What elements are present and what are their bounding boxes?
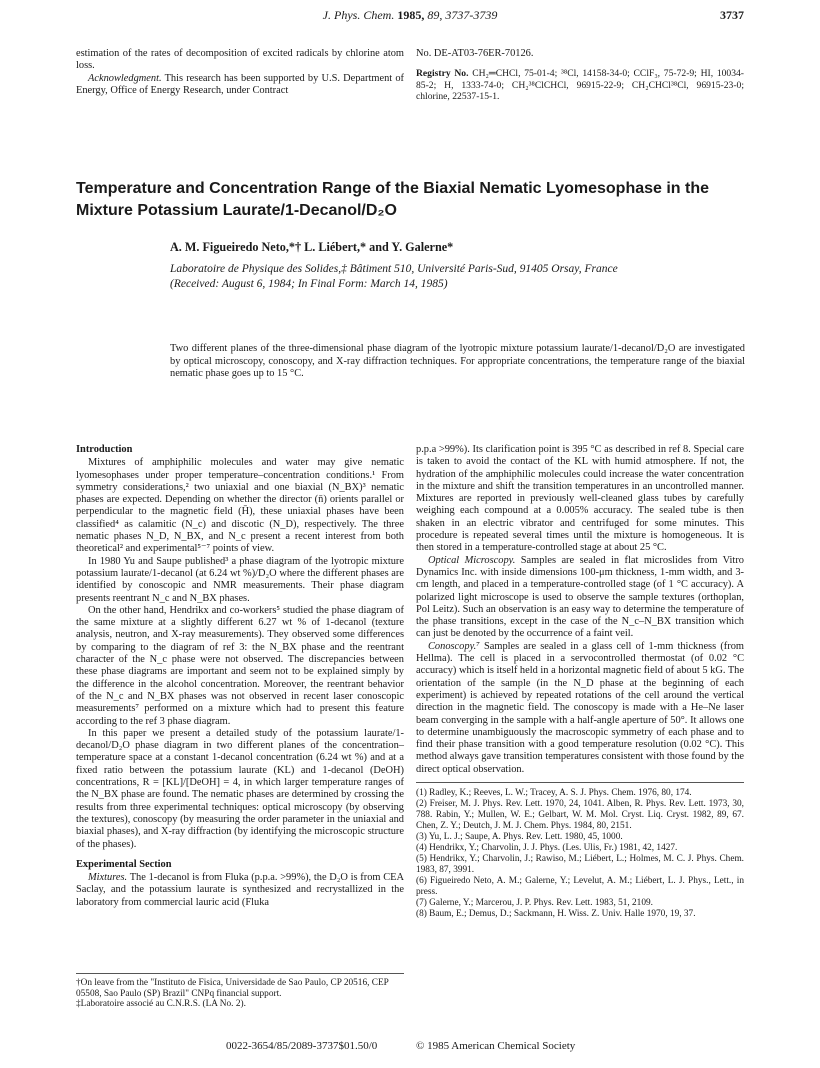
previous-article-left-column [76,48,404,97]
optical-paragraph [416,555,744,641]
journal-citation [76,8,744,23]
reference-item: (1) Radley, K.; Reeves, L. W.; Tracey, A. S. J. Phys. Chem. 1976, 80, 174. [416,788,692,799]
journal-name: J. Phys. Chem. [322,8,395,22]
conoscopy-text: Samples are sealed in a glass cell of 1-mm thickness (from Hellma). The cell is placed in a servocontrolled thermostat (of 0.02 °C accuracy) which is itself held in a horizontal magnetic field of about 5 kG. The orientation of the sample (in the N_D phase at the beginning of each experiment) is achieved by repeated rotations of the cell around the vertical direction in the magnetic field. The conoscopy is made with a He–Ne laser beam converging in the sample with a half-angle aperture of 50°. It allows one to determine unambiguously the macroscopic symmetry of each phase and to find their phase transition with a good temperature resolution (0.02 °C). This method always gave transition temperatures consistent with those found by the direct optical observation. [416,640,744,775]
intro-paragraph-1: Mixtures of amphiphilic molecules and water may give nematic lyomesophases under proper temperature–concentration conditions.¹ From symmetry considerations,² two uniaxial and one biaxial (N_BX)³ nematic phases are expected. Depending on whether the director (n̄) orients parallel or perpendicular to the magnetic field (H̄), these uniaxial phases have been classified⁴ as calamitic (N_c) and discotic (N_D), respectively. The three nematic phases N_D, N_BX, and N_c present a recent interest from both theoretical² and experimental⁵⁻⁷ points of view. [76,457,404,555]
previous-article-right-column [416,48,744,103]
reference-item: (3) Yu, L. J.; Saupe, A. Phys. Rev. Lett. 1980, 45, 1000. [416,832,623,843]
mixtures-paragraph [76,872,404,909]
mixtures-continued: p.p.a >99%). Its clarification point is 395 °C as described in ref 8. Special care is taken to avoid the contact of the KL with humid atmosphere. If not, the hydration of the amphiphilic molecules could increase the water concentration in the mixture and shift the transition temperatures in an uncontrolled manner. Mixtures are reported in previously well-cleaned glass tubes by carefully weighing each compound at a 0.005% accuracy. The sealed tube is then shaken in an electric vibrator and centrifuged for some minutes. This procedure is repeated several times until the mixture is homogeneous. It is then stored in a temperature-controlled stage at about 25 °C. [416,444,744,554]
reference-item: (2) Freiser, M. J. Phys. Rev. Lett. 1970, 24, 1041. Alben, R. Phys. Rev. Lett. 1973, 30, 788. Rabin, Y.; Mullen, W. E.; Gelbart, W. M. Mol. Cryst. Liq. Cryst. 1982, 89, 67. Chen, Z. Y.; Deutch, J. M. J. Chem. Phys. 1984, 80, 2151. [416,799,744,832]
copyright-notice: © 1985 American Chemical Society [416,1040,576,1052]
footnote-dagger: †On leave from the "Instituto de Fisica, Universidade de Sao Paulo, CP 20516, CEP 05508, Sao Paulo (SP) Brazil" CNPq financial support. [76,978,389,999]
author-footnotes [76,973,404,1010]
introduction-heading: Introduction [76,444,133,455]
body-right-column [416,444,744,920]
acknowledgment-paragraph [76,73,404,98]
previous-article-text: estimation of the rates of decomposition of excited radicals by chlorine atom loss. [76,48,404,72]
article-title: Temperature and Concentration Range of the Biaxial Nematic Lyomesophase in the Mixture Potassium Laurate/1-Decanol/D₂O [76,180,710,219]
received-dates: (Received: August 6, 1984; In Final Form: March 14, 1985) [170,278,448,290]
reference-item: (8) Baum, E.; Demus, D.; Sackmann, H. Wiss. Z. Univ. Halle 1970, 19, 37. [416,909,696,920]
journal-volume-pages: 89, 3737-3739 [427,8,498,22]
conoscopy-paragraph [416,641,744,776]
page-number: 3737 [720,8,744,22]
reference-item: (5) Hendrikx, Y.; Charvolin, J.; Rawiso, M.; Liébert, L.; Holmes, M. C. J. Phys. Chem. 1983, 87, 3991. [416,854,744,876]
reference-item: (4) Hendrikx, Y.; Charvolin, J. J. Phys. (Les. Ulis, Fr.) 1981, 42, 1427. [416,843,678,854]
reference-item: (7) Galerne, Y.; Marcerou, J. P. Phys. Rev. Lett. 1983, 51, 2109. [416,898,653,909]
contract-number: No. DE-AT03-76ER-70126. [416,48,534,59]
running-header [76,8,744,24]
reference-item: (6) Figueiredo Neto, A. M.; Galerne, Y.; Levelut, A. M.; Liébert, L. J. Phys., Lett., in press. [416,876,744,898]
footnote-double-dagger: ‡Laboratoire associé au C.N.R.S. (LA No. 2). [76,999,246,1010]
mixtures-label: Mixtures. [88,872,128,884]
conoscopy-label: Conoscopy.⁷ [428,640,480,652]
affiliation-line: Laboratoire de Physique des Solides,‡ Bâtiment 510, Université Paris-Sud, 91405 Orsay, France [170,263,618,275]
intro-paragraph-2: In 1980 Yu and Saupe published³ a phase diagram of the lyotropic mixture potassium laurate/1-decanol (at 6.24 wt %)/D₂O where the different phases are identified by conoscopic and NMR measurements. Their phase diagram presents reentrant N_c and N_BX phases. [76,555,404,604]
journal-year: 1985, [397,8,425,22]
mixtures-text: The 1-decanol is from Fluka (p.p.a. >99%), the D₂O is from CEA Saclay, and the potassium laurate is synthesized and recrystallized in the laboratory from commercial lauric acid (Fluka [76,872,404,908]
optical-label: Optical Microscopy. [428,554,516,566]
acknowledgment-label: Acknowledgment. [88,72,162,84]
intro-paragraph-4: In this paper we present a detailed study of the potassium laurate/1-decanol/D₂O phase diagram in two different planes of the concentration–temperature space at a constant 1-decanol concentration (6.24 wt %) and at a fixed ratio between the potassium laurate (KL) and 1-decanol (DeOH) concentrations, R = [KL]/[DeOH] = 4, in which larger temperature ranges of the N_BX phase are found. The nematic phases are determined by crossing the results from three experimental techniques: optical microscopy (by observing the textures), conoscopy (by measuring the order parameter in the uniaxial and biaxial phases), and X-ray diffraction (by identifying the microscopic structure of the phases). [76,727,404,850]
intro-paragraph-3: On the other hand, Hendrikx and co-workers⁵ studied the phase diagram of the same mixture at a slightly different 6.27 wt % of 1-decanol (texture analysis, neutron, and X-ray measurements). They observed some differences by comparing to the diagram of ref 3: the N_BX phase and the reentrant character of the N_c phase were not observed. The discrepancies between these phase diagrams are important and seem not to be explained simply by the difference in the alcohol concentration. Moreover, the reentrant behavior of the N_c and N_BX phases was not observed in recent laser conoscopic measurements⁷ performed on a mixture which had to present this feature according to the ref 3 phase diagram. [76,604,404,727]
optical-text: Samples are sealed in flat microslides from Vitro Dynamics Inc. with inside dimensions 100-μm thickness, 1-mm width, and 3-cm length, and placed in a temperature-controlled stage (of 1 °C accuracy). A polarized light microscope is used to observe the sample textures (orthoplan, Pol Leitz). Such an observation is an easy way to determine the temperature of the phase transitions, except in the case of the N_c–N_BX transition which can just be denoted by the occurrence of a faint veil. [416,554,744,640]
registry-label: Registry No. [416,68,469,80]
article-code: 0022-3654/85/2089-3737$01.50/0 [226,1040,378,1052]
registry-numbers [416,68,744,102]
experimental-heading: Experimental Section [76,858,172,870]
article-abstract: Two different planes of the three-dimensional phase diagram of the lyotropic mixture potassium laurate/1-decanol/D₂O are investigated by optical microscopy, conoscopy, and X-ray diffraction techniques. For appropriate concentrations, the temperature range of the biaxial nematic phase goes up to 15 °C. [170,343,745,380]
acknowledgment-text: This research has been supported by U.S. Department of Energy, Office of Energy Research, under Contract [76,72,404,96]
body-left-column [76,444,404,909]
article-authors: A. M. Figueiredo Neto,*† L. Liébert,* and Y. Galerne* [170,240,454,254]
reference-list [416,782,744,920]
registry-text: CH₂═CHCl, 75-01-4; ³⁸Cl, 14158-34-0; CClF₃, 75-72-9; HI, 10034-85-2; H, 1333-74-0; CH₂³⁸ClCHCl, 96915-22-9; CH₂CHCl³⁸Cl, 96915-23-0; chlorine, 22537-15-1. [416,68,744,103]
article-affiliation [170,262,750,292]
